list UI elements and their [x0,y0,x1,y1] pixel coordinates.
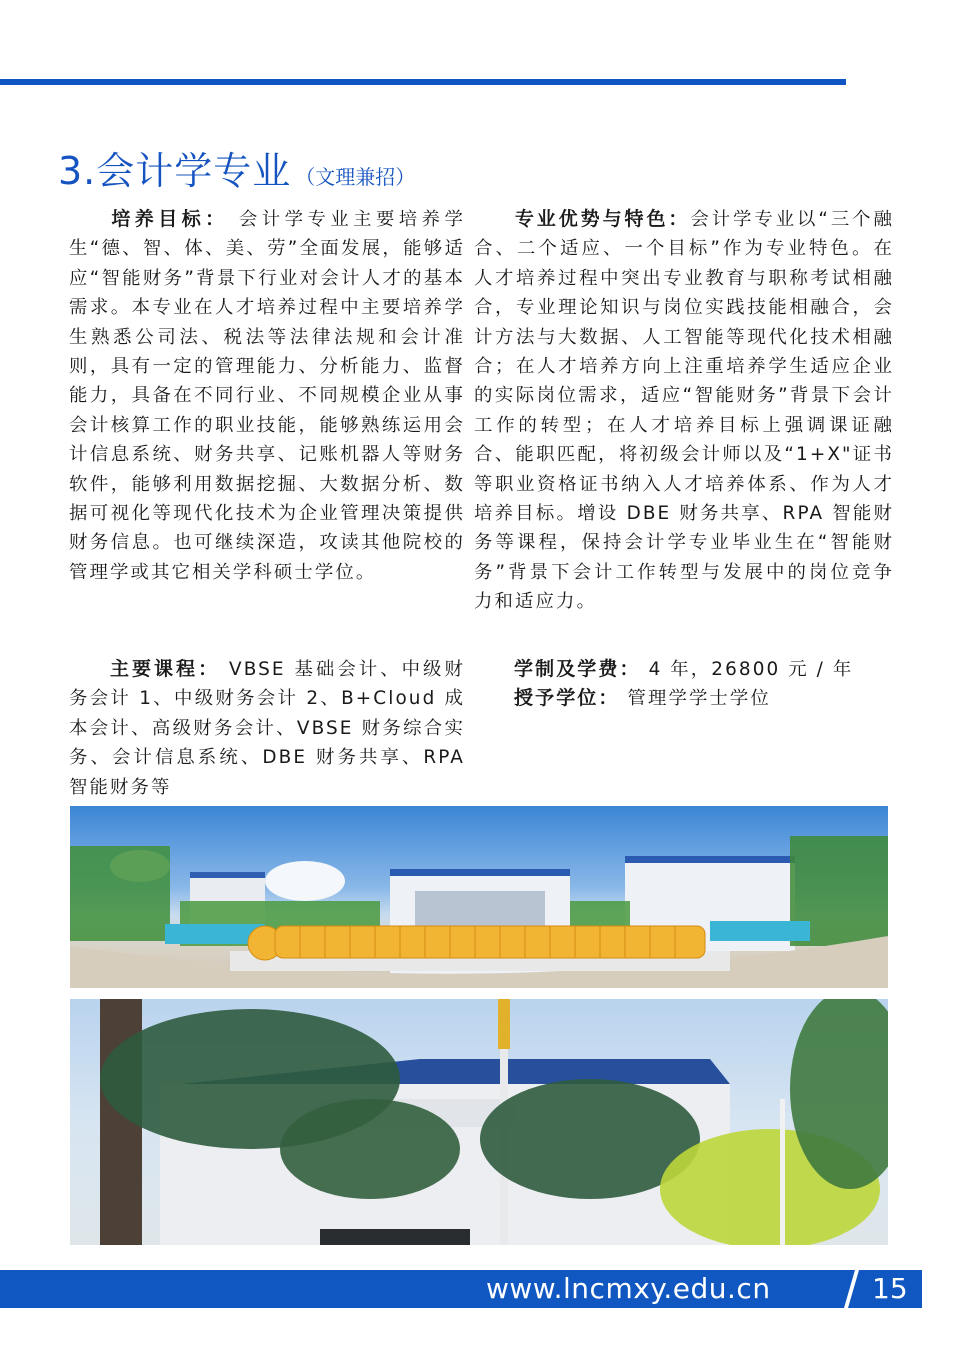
training-goal-label: 培养目标： [109,208,229,230]
divider-slash-icon [842,1270,862,1308]
training-goal-section [69,205,465,587]
degree-label: 授予学位： [514,687,620,710]
advantages-section [474,205,894,617]
main-courses-text: VBSE 基础会计、中级财务会计 1、中级财务会计 2、B+Cloud 成本会计、高级财务会计、VBSE 财务综合实务、会计信息系统、DBE 财务共享、RPA 智能财务等 [69,659,465,798]
campus-building-photo [70,999,888,1245]
program-facts-section [474,655,894,714]
duration-fee-row [474,655,894,684]
campus-panorama-illustration [70,806,888,988]
campus-panorama-photo [70,806,888,988]
website-url: www.lncmxy.edu.cn [486,1272,771,1305]
main-courses-label: 主要课程： [109,658,221,680]
footer-bar [0,1270,922,1308]
advantages-text: 会计学专业以“三个融合、二个适应、一个目标”作为专业特色。在人才培养过程中突出专业教育与职称考试相融合，专业理论知识与岗位实践技能相融合，会计方法与大数据、人工智能等现代化技术相融合；在人才培养方向上注重培养学生适应企业的实际岗位需求，适应“智能财务”背景下会计工作的转型；在人才培养目标上强调课证融合、能职匹配，将初级会计师以及“1+X"证书等职业资格证书纳入人才培养体系、作为人才培养目标。增设 DBE 财务共享、RPA 智能财务等课程，保持会计学专业毕业生在“智能财务”背景下会计工作转型与发展中的岗位竞争力和适应力。 [474,209,894,613]
top-rule [0,79,846,85]
training-goal-text: 会计学专业主要培养学生“德、智、体、美、劳”全面发展，能够适应“智能财务”背景下行业对会计人才的基本需求。本专业在人才培养过程中主要培养学生熟悉公司法、税法等法律法规和会计准则，具有一定的管理能力、分析能力、监督能力，具备在不同行业、不同规模企业从事会计核算工作的职业技能，能够熟练运用会计信息系统、财务共享、记账机器人等财务软件，能够利用数据挖掘、大数据分析、数据可视化等现代化技术为企业管理决策提供财务信息。也可继续深造，攻读其他院校的管理学或其它相关学科硕士学位。 [69,209,465,583]
duration-fee-label: 学制及学费： [514,658,641,680]
degree-value: 管理学学士学位 [627,688,771,710]
main-courses-section [69,655,465,802]
page-number: 15 [872,1272,908,1305]
degree-row [474,684,894,713]
duration-fee-value: 4 年，26800 元 / 年 [648,659,854,680]
page-title [58,140,415,195]
major-subtitle: （文理兼招） [295,165,416,189]
advantages-label: 专业优势与特色： [514,208,691,230]
campus-building-illustration [70,999,888,1245]
major-title: 3.会计学专业 [58,149,292,193]
